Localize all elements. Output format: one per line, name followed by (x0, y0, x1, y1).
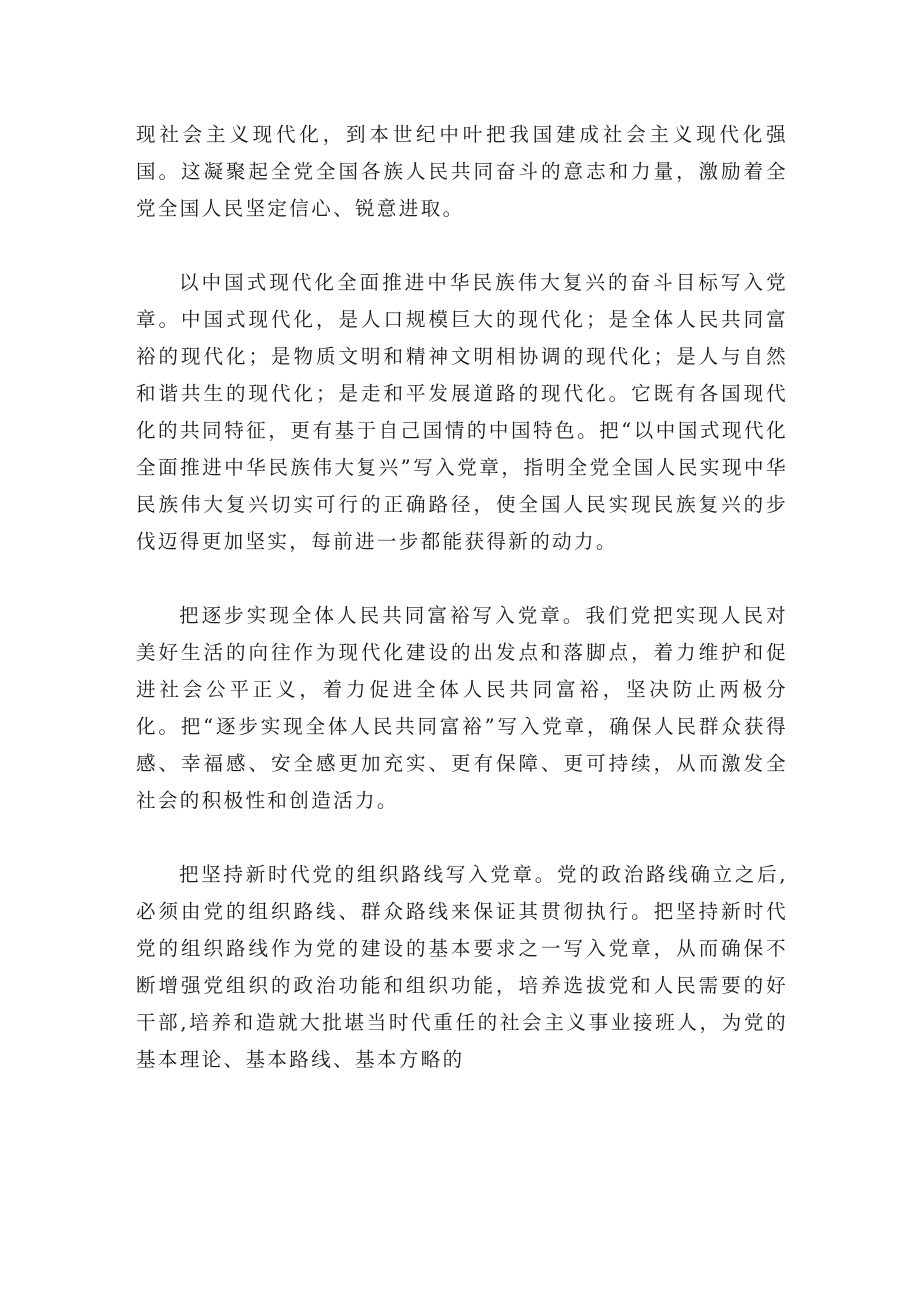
paragraph-chinese-modernization: 以中国式现代化全面推进中华民族伟大复兴的奋斗目标写入党章。中国式现代化，是人口规模巨大的现代化；是全体人民共同富裕的现代化；是物质文明和精神文明相协调的现代化；是人与自然和谐共生的现代化；是走和平发展道路的现代化。它既有各国现代化的共同特征，更有基于自己国情的中国特色。把“以中国式现代化全面推进中华民族伟大复兴”写入党章，指明全党全国人民实现中华民族伟大复兴切实可行的正确路径，使全国人民实现民族复兴的步伐迈得更加坚实，每前进一步都能获得新的动力。 (136, 271, 788, 553)
paragraph-common-prosperity: 把逐步实现全体人民共同富裕写入党章。我们党把实现人民对美好生活的向往作为现代化建设的出发点和落脚点，着力维护和促进社会公平正义，着力促进全体人民共同富裕，坚决防止两极分化。把“逐步实现全体人民共同富裕”写入党章，确保人民群众获得感、幸福感、安全感更加充实、更有保障、更可持续，从而激发全社会的积极性和创造活力。 (136, 604, 788, 812)
document-body (136, 116, 788, 1078)
paragraph-continuation: 现社会主义现代化，到本世纪中叶把我国建成社会主义现代化强国。这凝聚起全党全国各族人民共同奋斗的意志和力量，激励着全党全国人民坚定信心、锐意进取。 (136, 123, 788, 220)
paragraph-organizational-line: 把坚持新时代党的组织路线写入党章。党的政治路线确立之后,必须由党的组织路线、群众路线来保证其贯彻执行。把坚持新时代党的组织路线作为党的建设的基本要求之一写入党章，从而确保不断增强党组织的政治功能和组织功能，培养选拔党和人民需要的好干部,培养和造就大批堪当时代重任的社会主义事业接班人，为党的基本理论、基本路线、基本方略的 (136, 863, 788, 1071)
